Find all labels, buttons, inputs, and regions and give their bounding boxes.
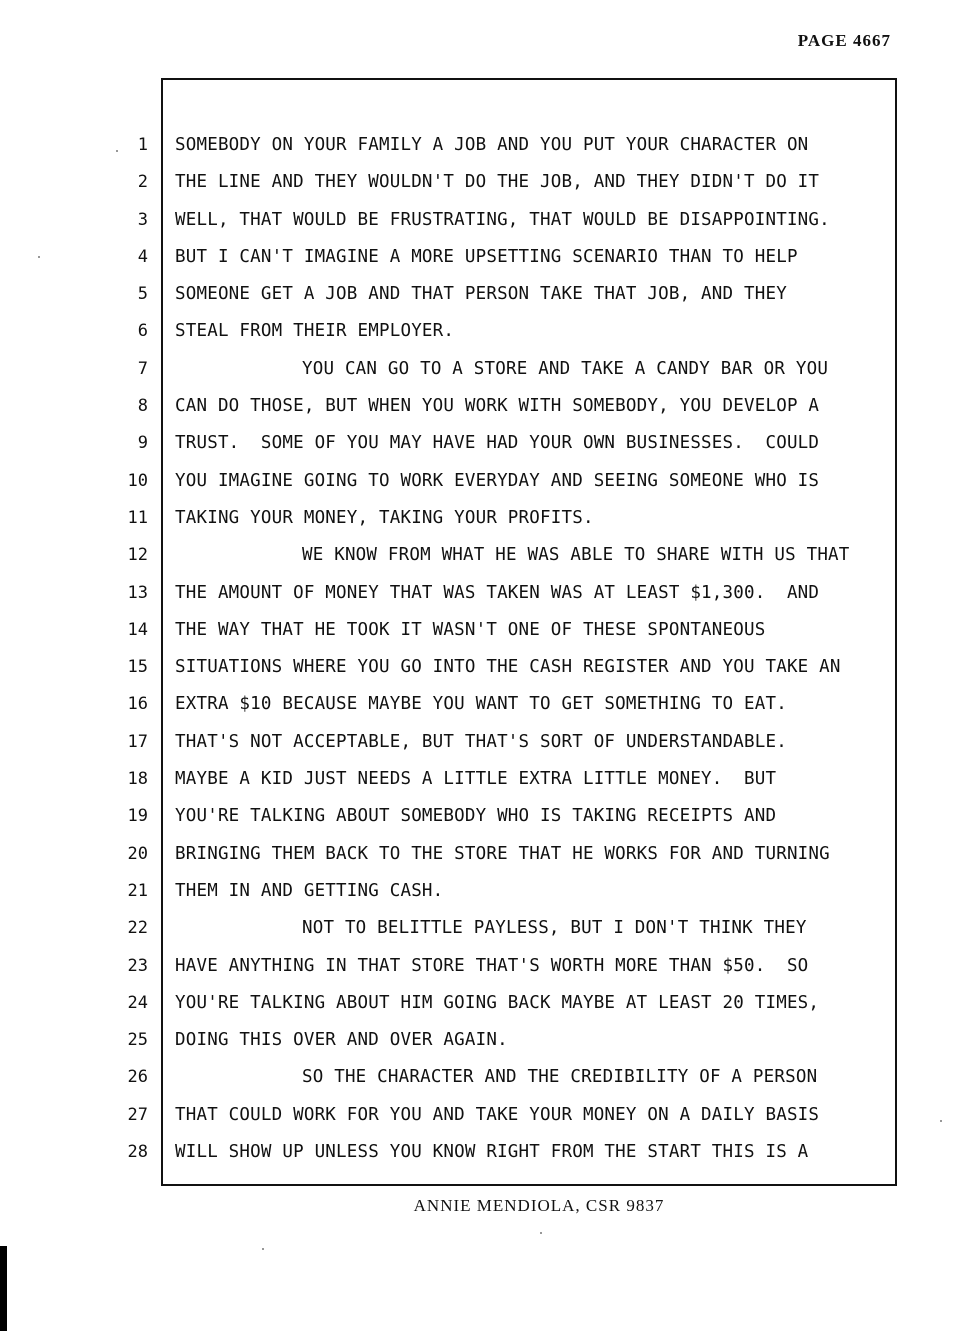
transcript-line: THAT COULD WORK FOR YOU AND TAKE YOUR MONEY ON A DAILY BASIS [175,1104,820,1125]
transcript-line: THAT'S NOT ACCEPTABLE, BUT THAT'S SORT OF UNDERSTANDABLE. [175,731,787,752]
transcript-line: SO THE CHARACTER AND THE CREDIBILITY OF A PERSON [302,1067,818,1088]
transcript-line: CAN DO THOSE, BUT WHEN YOU WORK WITH SOMEBODY, YOU DEVELOP A [175,396,820,417]
transcript-text [175,127,895,1171]
line-number: 18 [127,769,148,790]
line-number: 9 [137,433,148,454]
transcript-line: SITUATIONS WHERE YOU GO INTO THE CASH REGISTER AND YOU TAKE AN [175,657,841,678]
line-number: 1 [137,135,148,155]
transcript-line: NOT TO BELITTLE PAYLESS, BUT I DON'T THINK THEY [302,918,807,939]
transcript-line: YOU'RE TALKING ABOUT SOMEBODY WHO IS TAKING RECEIPTS AND [175,806,777,827]
scan-margin-mark [0,1246,7,1331]
scan-speck [38,256,40,258]
transcript-line: EXTRA $10 BECAUSE MAYBE YOU WANT TO GET SOMETHING TO EAT. [175,694,787,715]
transcript-line: WELL, THAT WOULD BE FRUSTRATING, THAT WOULD BE DISAPPOINTING. [175,209,830,230]
transcript-line: TAKING YOUR MONEY, TAKING YOUR PROFITS. [175,507,594,528]
transcript-line: TRUST. SOME OF YOU MAY HAVE HAD YOUR OWN BUSINESSES. COULD [175,433,820,454]
transcript-line: DOING THIS OVER AND OVER AGAIN. [175,1030,508,1051]
transcript-line: WILL SHOW UP UNLESS YOU KNOW RIGHT FROM THE START THIS IS A [175,1142,809,1163]
line-number: 28 [127,1142,148,1163]
line-number: 7 [137,358,148,379]
court-reporter-footer: ANNIE MENDIOLA, CSR 9837 [413,1196,665,1215]
transcript-line: YOU CAN GO TO A STORE AND TAKE A CANDY BAR OR YOU [302,358,829,379]
line-number: 25 [127,1030,148,1051]
line-number: 19 [127,806,148,827]
transcript-line: YOU IMAGINE GOING TO WORK EVERYDAY AND SEEING SOMEONE WHO IS [175,470,820,491]
line-number: 15 [127,657,148,678]
transcript-line: THE LINE AND THEY WOULDN'T DO THE JOB, AND THEY DIDN'T DO IT [175,172,820,193]
line-number: 6 [137,321,148,342]
transcript-line: THE WAY THAT HE TOOK IT WASN'T ONE OF THESE SPONTANEOUS [175,619,766,640]
line-number: 12 [127,545,148,566]
scan-speck [116,150,118,152]
line-number: 17 [127,731,148,752]
line-number: 22 [127,918,148,939]
line-number: 23 [127,955,148,976]
transcript-line: BRINGING THEM BACK TO THE STORE THAT HE WORKS FOR AND TURNING [175,843,830,864]
transcript-line: SOMEBODY ON YOUR FAMILY A JOB AND YOU PUT YOUR CHARACTER ON [175,135,809,155]
page-number: PAGE 4667 [797,31,891,50]
transcript-line: YOU'RE TALKING ABOUT HIM GOING BACK MAYBE AT LEAST 20 TIMES, [175,992,820,1013]
line-number: 16 [127,694,148,715]
line-number: 27 [127,1104,148,1125]
transcript-line: HAVE ANYTHING IN THAT STORE THAT'S WORTH MORE THAN $50. SO [175,955,809,976]
line-number: 11 [127,507,148,528]
line-number: 26 [127,1067,148,1088]
line-number: 10 [127,470,148,491]
line-number: 4 [137,246,148,267]
transcript-line: SOMEONE GET A JOB AND THAT PERSON TAKE THAT JOB, AND THEY [175,284,787,305]
line-number: 24 [127,992,148,1013]
line-number: 3 [137,209,148,230]
transcript-line: MAYBE A KID JUST NEEDS A LITTLE EXTRA LITTLE MONEY. BUT [175,769,777,790]
line-number: 14 [127,619,148,640]
line-number: 13 [127,582,148,603]
transcript-line: BUT I CAN'T IMAGINE A MORE UPSETTING SCENARIO THAN TO HELP [175,246,798,267]
line-number: 8 [137,396,148,417]
line-number: 21 [127,880,148,901]
line-number: 2 [137,172,148,193]
transcript-line: THEM IN AND GETTING CASH. [175,880,444,901]
transcript-line: THE AMOUNT OF MONEY THAT WAS TAKEN WAS AT LEAST $1,300. AND [175,582,820,603]
transcript-line: STEAL FROM THEIR EMPLOYER. [175,321,455,342]
scan-speck [540,1232,542,1234]
line-number-column [100,127,148,1171]
scan-speck [262,1248,264,1250]
line-number: 5 [137,284,148,305]
transcript-line: WE KNOW FROM WHAT HE WAS ABLE TO SHARE WITH US THAT [302,545,850,566]
scan-speck [940,1120,942,1122]
line-number: 20 [127,843,148,864]
